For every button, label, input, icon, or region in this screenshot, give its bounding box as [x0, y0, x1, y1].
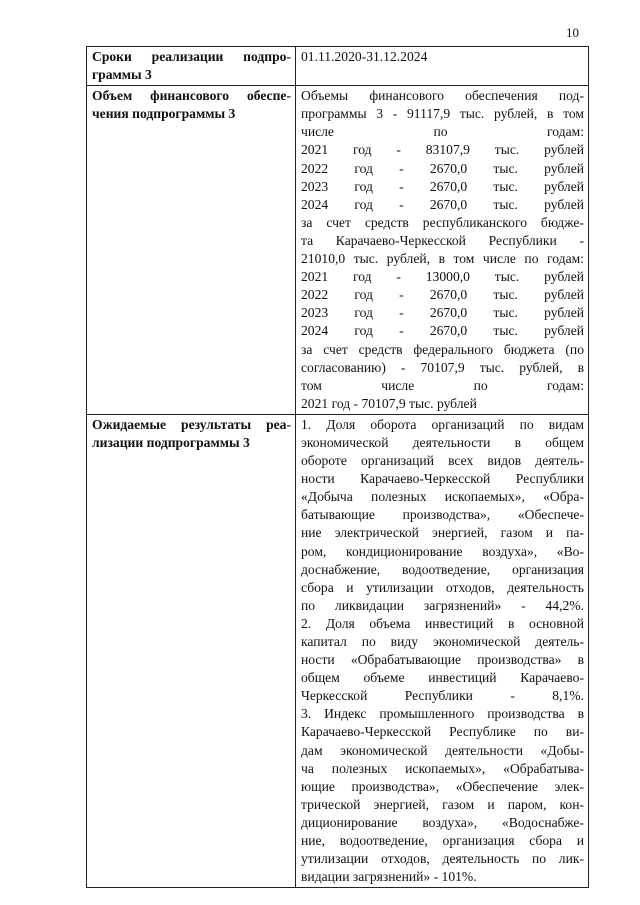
value-text-line: 2024 год - 2670,0 тыс. рублей — [301, 323, 584, 339]
label-text-line: Ожидаемые результаты реа- — [92, 416, 291, 432]
row-label-funding-volume — [87, 86, 296, 415]
table-row-implementation-period — [87, 47, 589, 86]
row-value-implementation-period — [296, 47, 589, 86]
value-text-line: 2. Доля объема инвестиций в основной — [301, 615, 584, 631]
value-text-line: согласованию) - 70107,9 тыс. рублей, в — [301, 359, 584, 375]
value-text-line: дам экономической деятельности «Добы- — [301, 742, 584, 758]
value-text-line: 21010,0 тыс. рублей, в том числе по годам: — [301, 251, 584, 267]
value-text-line: 2024 год - 2670,0 тыс. рублей — [301, 196, 584, 212]
value-text-line: видации загрязнений» - 101%. — [301, 869, 477, 885]
table-row-funding-volume — [87, 86, 589, 415]
value-text-line: экономической деятельности в общем — [301, 434, 584, 450]
table-row-expected-results — [87, 414, 589, 887]
row-value-expected-results — [296, 414, 589, 887]
label-text-line: Сроки реализации подпро- — [92, 49, 291, 64]
value-text-line: утилизации отходов, деятельность по лик- — [301, 851, 584, 867]
value-text-line: 2021 год - 70107,9 тыс. рублей — [301, 395, 477, 411]
value-text-line: общем объеме инвестиций Карачаево- — [301, 670, 584, 686]
row-label-implementation-period — [87, 47, 296, 86]
value-text-line: 2023 год - 2670,0 тыс. рублей — [301, 178, 584, 194]
value-text-line: та Карачаево-Черкесской Республики - — [301, 232, 584, 248]
value-text-line: 2021 год - 13000,0 тыс. рублей — [301, 269, 584, 285]
value-text-line: ча полезных ископаемых», «Обрабатыва- — [301, 760, 584, 776]
value-text-line: 01.11.2020-31.12.2024 — [301, 49, 428, 64]
value-text-line: программы 3 - 91117,9 тыс. рублей, в том — [301, 106, 584, 122]
value-text-line: Карачаево-Черкесской Республике по ви- — [301, 724, 584, 740]
value-text-line: обороте организаций всех видов деятель- — [301, 453, 584, 469]
value-text-line: за счет средств федерального бюджета (по — [301, 341, 584, 357]
value-text-line: сбора и утилизации отходов, деятельность — [301, 579, 584, 595]
label-text-line: лизации подпрограммы 3 — [92, 434, 250, 450]
value-text-line: 2022 год - 2670,0 тыс. рублей — [301, 287, 584, 303]
value-text-line: 2021 год - 83107,9 тыс. рублей — [301, 142, 584, 158]
value-text-line: по ликвидации загрязнений» - 44,2%. — [301, 597, 584, 613]
page-number: 10 — [566, 25, 579, 40]
label-text-line: чения подпрограммы 3 — [92, 106, 236, 122]
value-text-line: ние электрической энергией, газом и па- — [301, 525, 584, 541]
value-text-line: 3. Индекс промышленного производства в — [301, 706, 584, 722]
subprogram-passport-table — [86, 46, 589, 888]
value-text-line: ром, кондиционирование воздуха», «Во- — [301, 543, 584, 559]
value-text-line: батывающие производства», «Обеспече- — [301, 507, 584, 523]
label-text-line: Объем финансового обеспе- — [92, 88, 291, 104]
value-text-line: 2023 год - 2670,0 тыс. рублей — [301, 305, 584, 321]
value-text-line: капитал по виду экономической деятель- — [301, 634, 584, 649]
value-text-line: ности Карачаево-Черкесской Республики — [301, 471, 584, 487]
value-text-line: числе по годам: — [301, 124, 584, 140]
value-text-line: 1. Доля оборота организаций по видам — [301, 416, 584, 432]
value-text-line: ности «Обрабатывающие производства» в — [301, 652, 584, 668]
value-text-line: диционирование воздуха», «Водоснабже- — [301, 814, 584, 830]
value-text-line: трической энергией, газом и паром, кон- — [301, 796, 584, 812]
value-text-line: ющие производства», «Обеспечение элек- — [301, 778, 584, 794]
value-text-line: за счет средств республиканского бюдже- — [301, 214, 584, 230]
label-text-line: граммы 3 — [92, 67, 152, 83]
value-text-line: доснабжение, водоотведение, организация — [301, 561, 584, 577]
value-text-line: Черкесской Республики - 8,1%. — [301, 688, 584, 704]
row-value-funding-volume — [296, 86, 589, 415]
value-text-line: Объемы финансового обеспечения под- — [301, 88, 584, 104]
value-text-line: ние, водоотведение, организация сбора и — [301, 833, 584, 849]
value-text-line: том числе по годам: — [301, 377, 584, 393]
value-text-line: «Добыча полезных ископаемых», «Обра- — [301, 489, 584, 505]
row-label-expected-results — [87, 414, 296, 887]
value-text-line: 2022 год - 2670,0 тыс. рублей — [301, 160, 584, 176]
